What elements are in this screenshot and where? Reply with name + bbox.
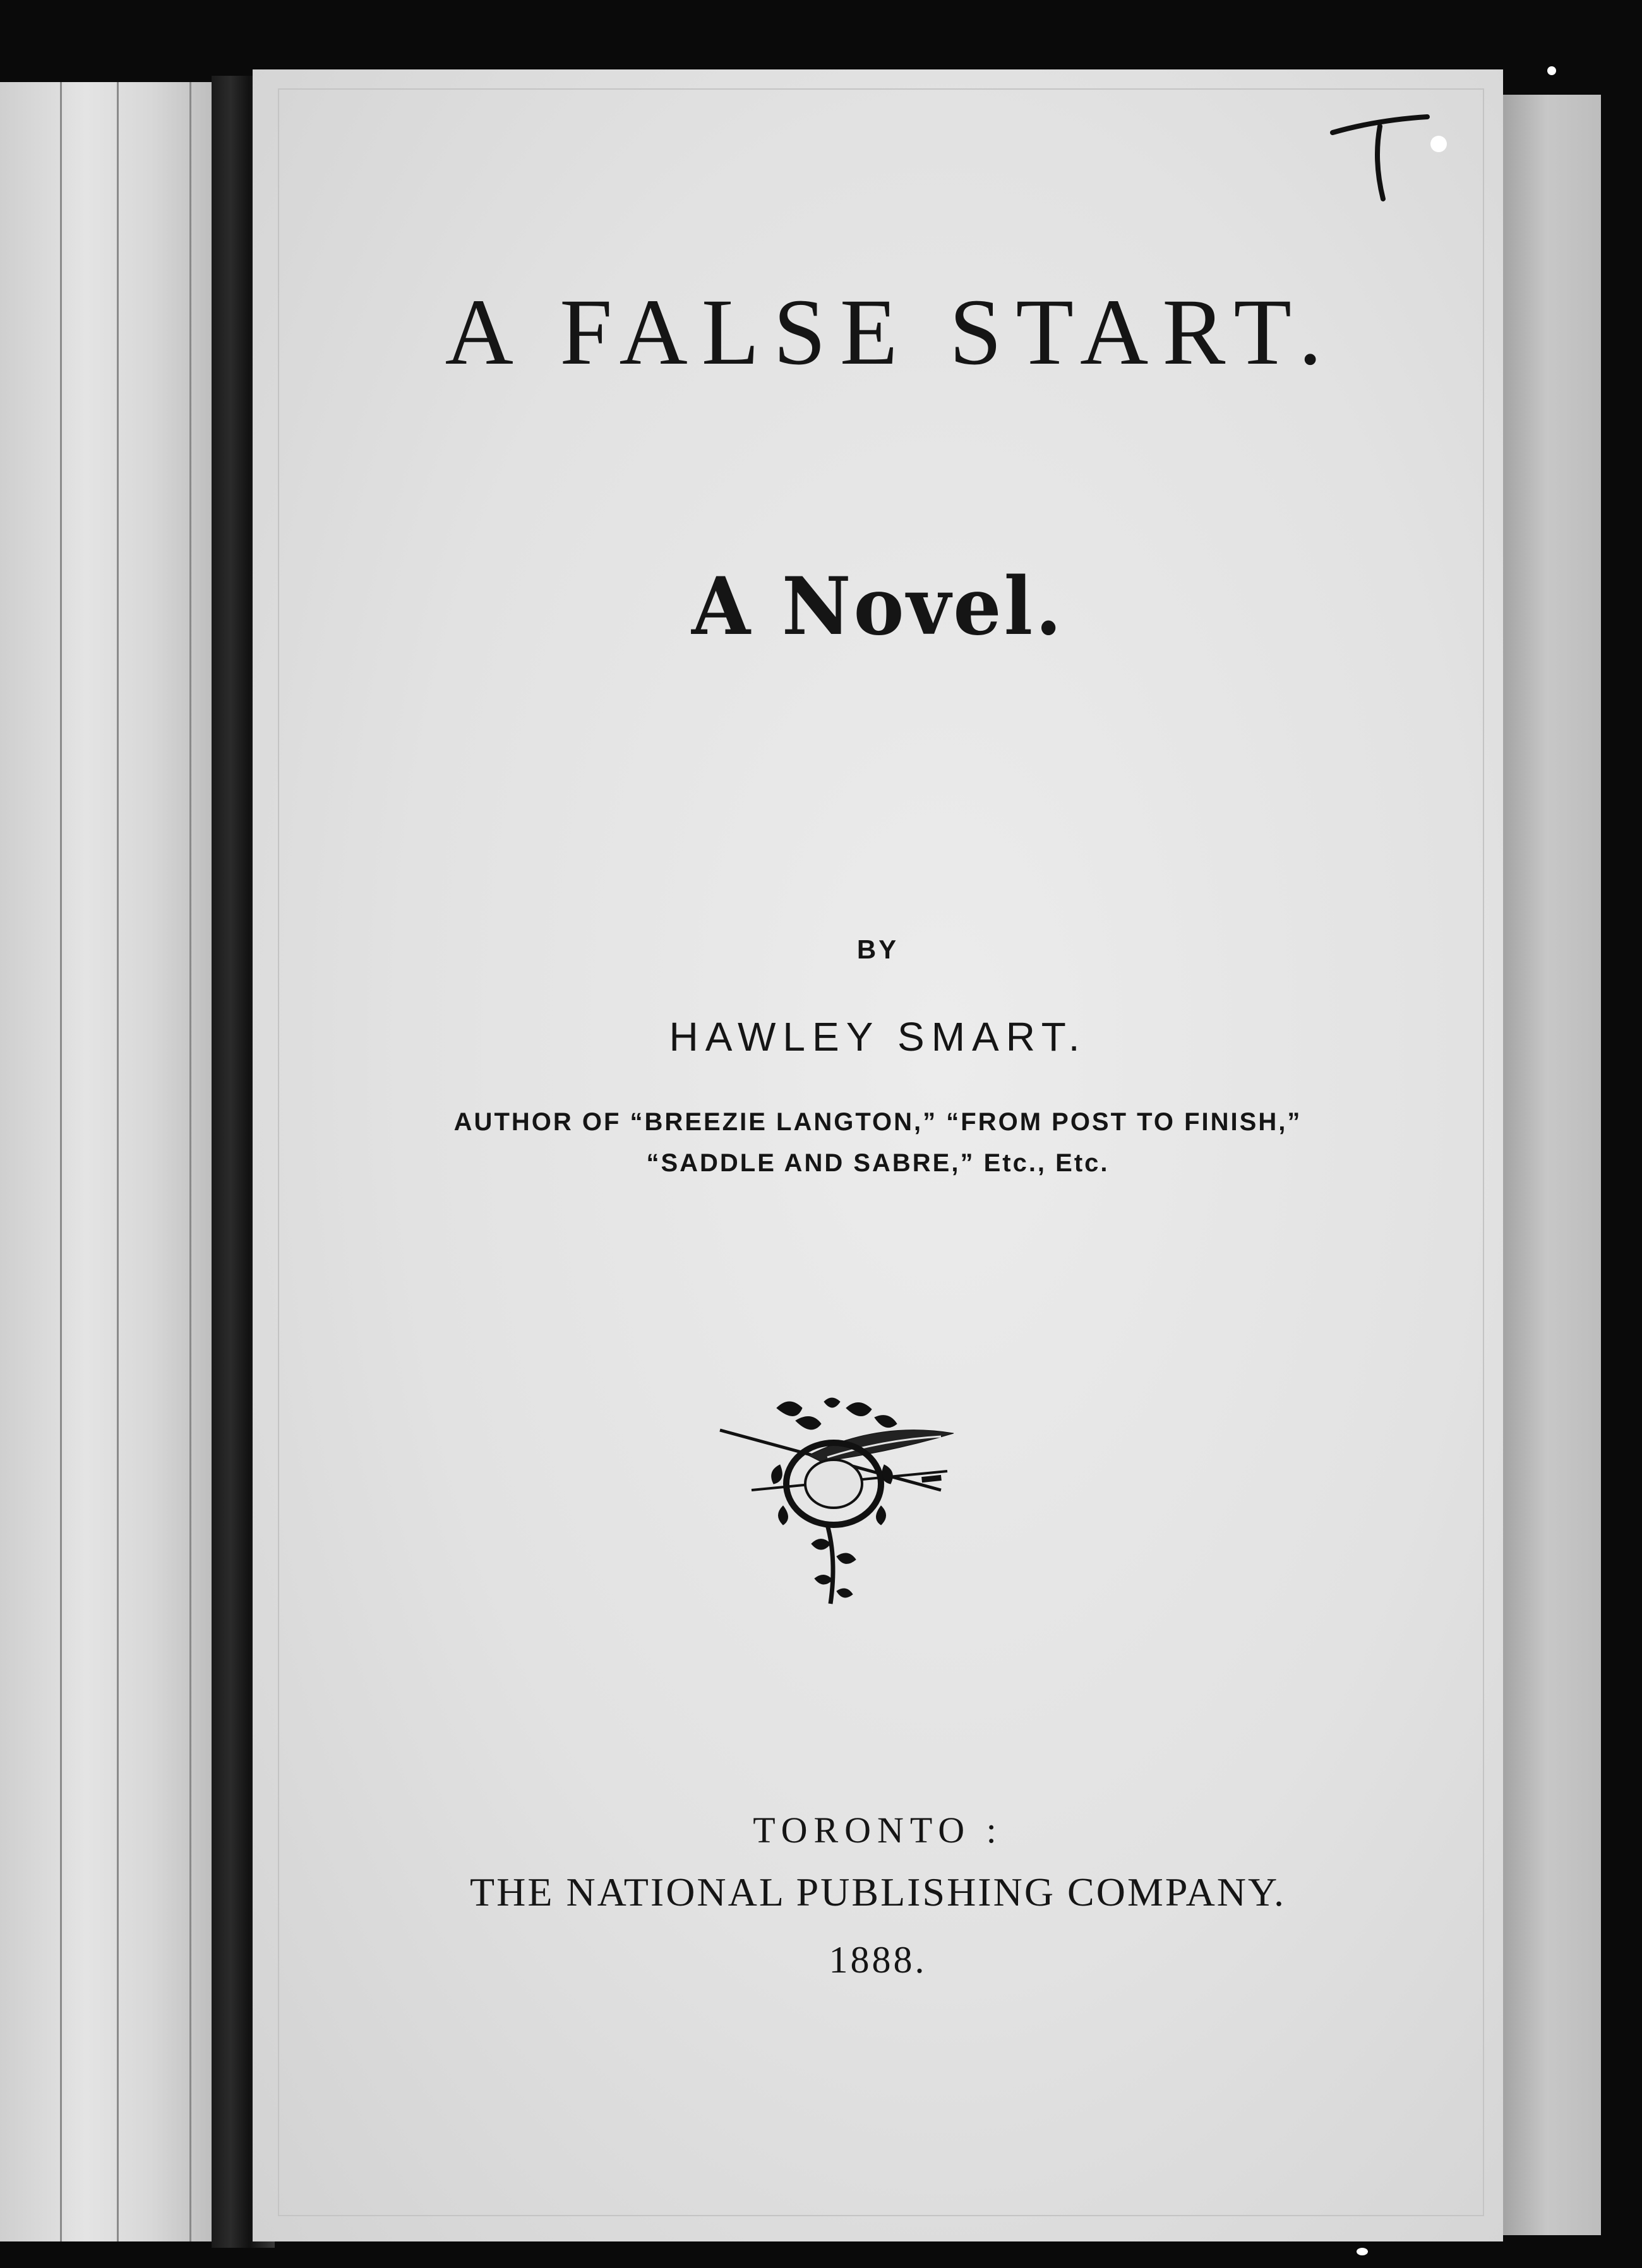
- publication-place: TORONTO :: [753, 1810, 1003, 1851]
- title-page: [253, 69, 1503, 2241]
- leaf-edge-line: [60, 82, 62, 2241]
- author-name: HAWLEY SMART.: [669, 1014, 1087, 1059]
- book-title: A FALSE START.: [445, 280, 1336, 385]
- book-subtitle: A Novel.: [691, 559, 1065, 654]
- by-line: BY: [856, 934, 899, 964]
- leaf-edge-line: [117, 82, 119, 2241]
- author-credits-line-2: “SADDLE AND SABRE,” Etc., Etc.: [646, 1149, 1110, 1177]
- handwritten-t-mark: [1320, 104, 1434, 218]
- facing-leaf: [0, 82, 215, 2241]
- scan-speck: [1547, 66, 1556, 75]
- quill-sword-wreath-ornament-icon: [701, 1395, 966, 1610]
- publisher-name: THE NATIONAL PUBLISHING COMPANY.: [470, 1870, 1286, 1914]
- publication-year: 1888.: [829, 1939, 927, 1981]
- author-credits-line-1: AUTHOR OF “BREEZIE LANGTON,” “FROM POST TO FINISH,”: [453, 1108, 1302, 1136]
- leaf-edge-line: [189, 82, 191, 2241]
- scan-speck: [1357, 2248, 1368, 2255]
- scan-speck: [1430, 136, 1447, 152]
- page-right-edge: [1494, 95, 1601, 2235]
